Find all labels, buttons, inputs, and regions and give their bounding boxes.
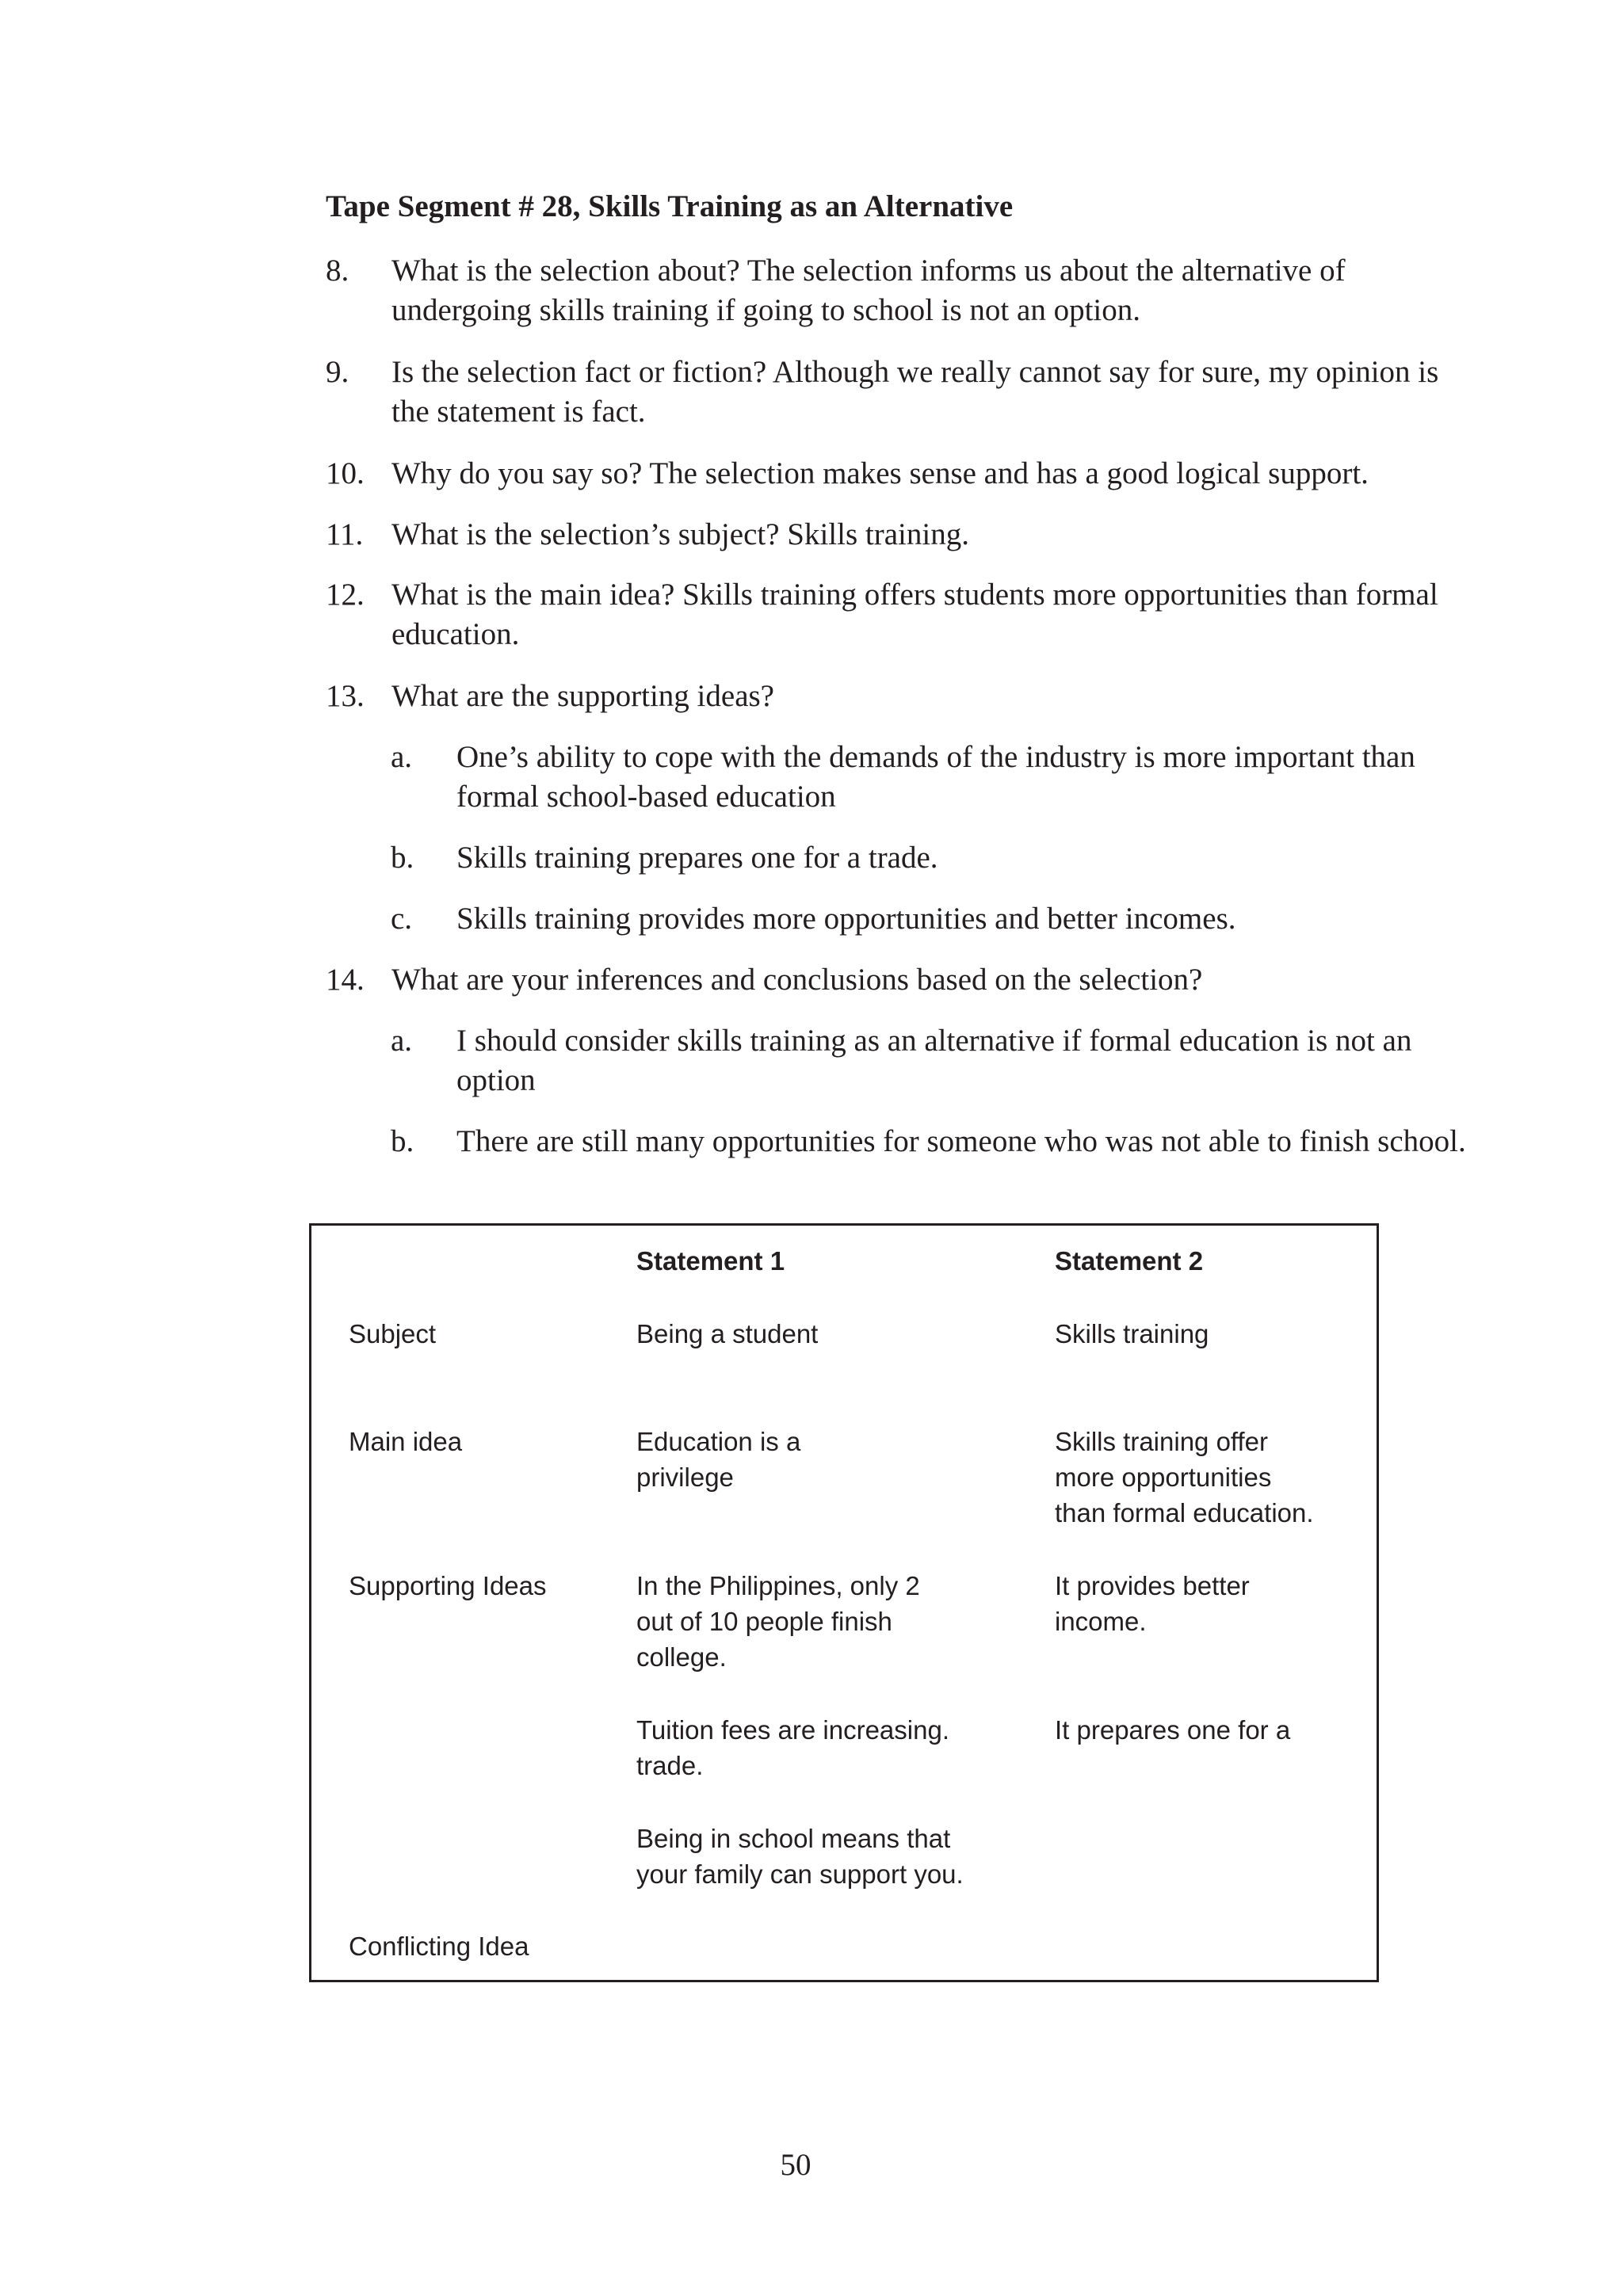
table-cell: It prepares one for a bbox=[1055, 1715, 1291, 1745]
item-letter: a. bbox=[391, 1024, 413, 1058]
item-text: I should consider skills training as an alternative if formal education is not an option bbox=[456, 1024, 1412, 1097]
table-cell: In the Philippines, only 2 out of 10 people finish college. bbox=[636, 1571, 920, 1672]
question-text: Why do you say so? The selection makes sense and has a good logical support. bbox=[391, 456, 1369, 490]
page-number: 50 bbox=[780, 2148, 812, 2182]
item-letter: b. bbox=[391, 841, 414, 875]
question-text: What are your inferences and conclusions based on the selection? bbox=[391, 963, 1203, 997]
question-number: 13. bbox=[326, 679, 365, 713]
question-number: 14. bbox=[326, 963, 365, 997]
question-number: 10. bbox=[326, 456, 365, 490]
table-cell: It provides better income. bbox=[1055, 1571, 1250, 1636]
table-cell: Skills training offer more opportunities than formal education. bbox=[1055, 1427, 1314, 1527]
table-header-statement-2: Statement 2 bbox=[1055, 1246, 1204, 1276]
row-label-main-idea: Main idea bbox=[349, 1427, 463, 1456]
question-number: 11. bbox=[326, 517, 364, 551]
table-cell: Tuition fees are increasing. trade. bbox=[636, 1715, 949, 1780]
question-number: 9. bbox=[326, 355, 349, 389]
item-letter: c. bbox=[391, 902, 413, 936]
item-letter: a. bbox=[391, 740, 413, 774]
item-letter: b. bbox=[391, 1124, 414, 1158]
question-number: 12. bbox=[326, 578, 365, 612]
table-cell: Being a student bbox=[636, 1319, 819, 1348]
row-label-subject: Subject bbox=[349, 1319, 437, 1348]
question-text: What are the supporting ideas? bbox=[391, 679, 774, 713]
section-heading: Tape Segment # 28, Skills Training as an Alternative bbox=[326, 189, 1014, 223]
item-text: Skills training prepares one for a trade. bbox=[456, 841, 938, 875]
row-label-conflicting-idea: Conflicting Idea bbox=[349, 1932, 529, 1961]
item-text: Skills training provides more opportunities and better incomes. bbox=[456, 902, 1236, 936]
row-label-supporting-ideas: Supporting Ideas bbox=[349, 1571, 547, 1600]
question-text: What is the selection about? The selection informs us about the alternative of undergoing skills training if going to school is not an option. bbox=[391, 254, 1346, 327]
table-cell: Being in school means that your family can support you. bbox=[636, 1824, 964, 1889]
item-text: One’s ability to cope with the demands of the industry is more important than formal school-based education bbox=[456, 740, 1415, 814]
comparison-table bbox=[309, 1223, 1379, 1982]
question-number: 8. bbox=[326, 254, 349, 288]
table-cell: Skills training bbox=[1055, 1319, 1209, 1348]
table-header-statement-1: Statement 1 bbox=[636, 1246, 785, 1276]
question-text: What is the main idea? Skills training offers students more opportunities than formal education. bbox=[391, 578, 1438, 651]
question-text: What is the selection’s subject? Skills training. bbox=[391, 517, 969, 551]
question-text: Is the selection fact or fiction? Although we really cannot say for sure, my opinion is the statement is fact. bbox=[391, 355, 1439, 429]
table-cell: Education is a privilege bbox=[636, 1427, 801, 1492]
item-text: There are still many opportunities for someone who was not able to finish school. bbox=[456, 1124, 1466, 1158]
